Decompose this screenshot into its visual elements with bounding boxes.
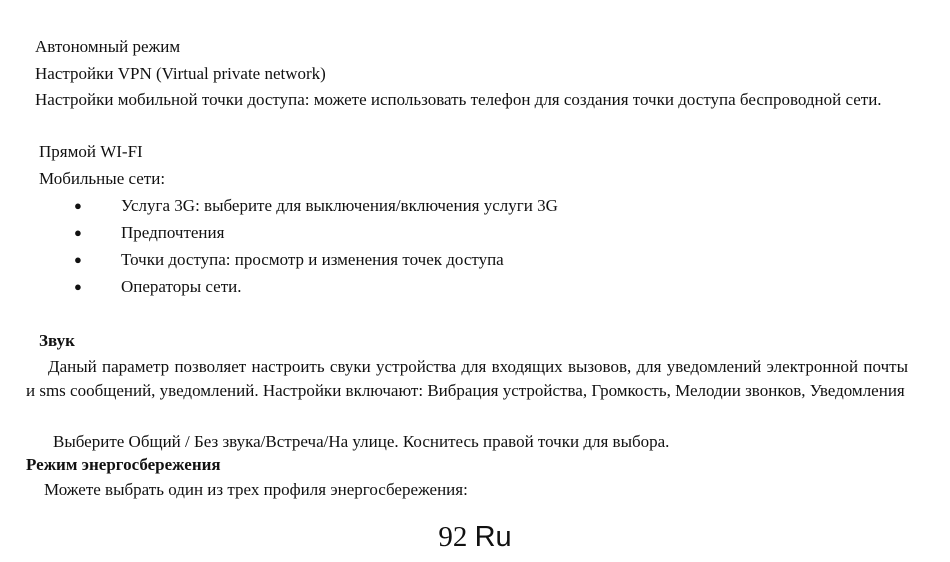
bullet-icon: ● xyxy=(74,225,82,240)
vpn-settings-line: Настройки VPN (Virtual private network) xyxy=(35,64,326,83)
list-item: Предпочтения xyxy=(121,223,225,242)
bullet-icon: ● xyxy=(74,279,82,294)
page-number: 92 xyxy=(438,521,468,553)
sound-choose-line: Выберите Общий / Без звука/Встреча/На улице. Коснитесь правой точки для выбора. xyxy=(53,432,670,451)
sound-heading: Звук xyxy=(39,331,75,350)
language-code: Ru xyxy=(474,521,512,553)
power-saving-text: Можете выбрать один из трех профиля энергосбережения: xyxy=(44,480,468,499)
sound-paragraph: Даный параметр позволяет настроить свуки устройства для входящих вызовов, для уведомлений электронной почты и sms сообщений, уведомлений. Настройки включают: Вибрация устройства, Громкость, Мелодии звонков, Уведомления xyxy=(26,357,908,400)
hotspot-paragraph: Настройки мобильной точки доступа: можете использовать телефон для создания точки доступа беспроводной сети. xyxy=(35,90,882,109)
list-item: Точки доступа: просмотр и изменения точек доступа xyxy=(121,250,504,269)
list-item: Услуга 3G: выберите для выключения/включения услуги 3G xyxy=(121,196,558,215)
power-saving-heading: Режим энергосбережения xyxy=(26,455,221,474)
bullet-icon: ● xyxy=(74,252,82,267)
page-footer xyxy=(0,520,950,554)
wifi-direct-line: Прямой WI-FI xyxy=(39,142,143,161)
mobile-networks-line: Мобильные сети: xyxy=(39,169,166,188)
list-item: Операторы сети. xyxy=(121,277,242,296)
bullet-icon: ● xyxy=(74,198,82,213)
airplane-mode-line: Автономный режим xyxy=(35,37,181,56)
